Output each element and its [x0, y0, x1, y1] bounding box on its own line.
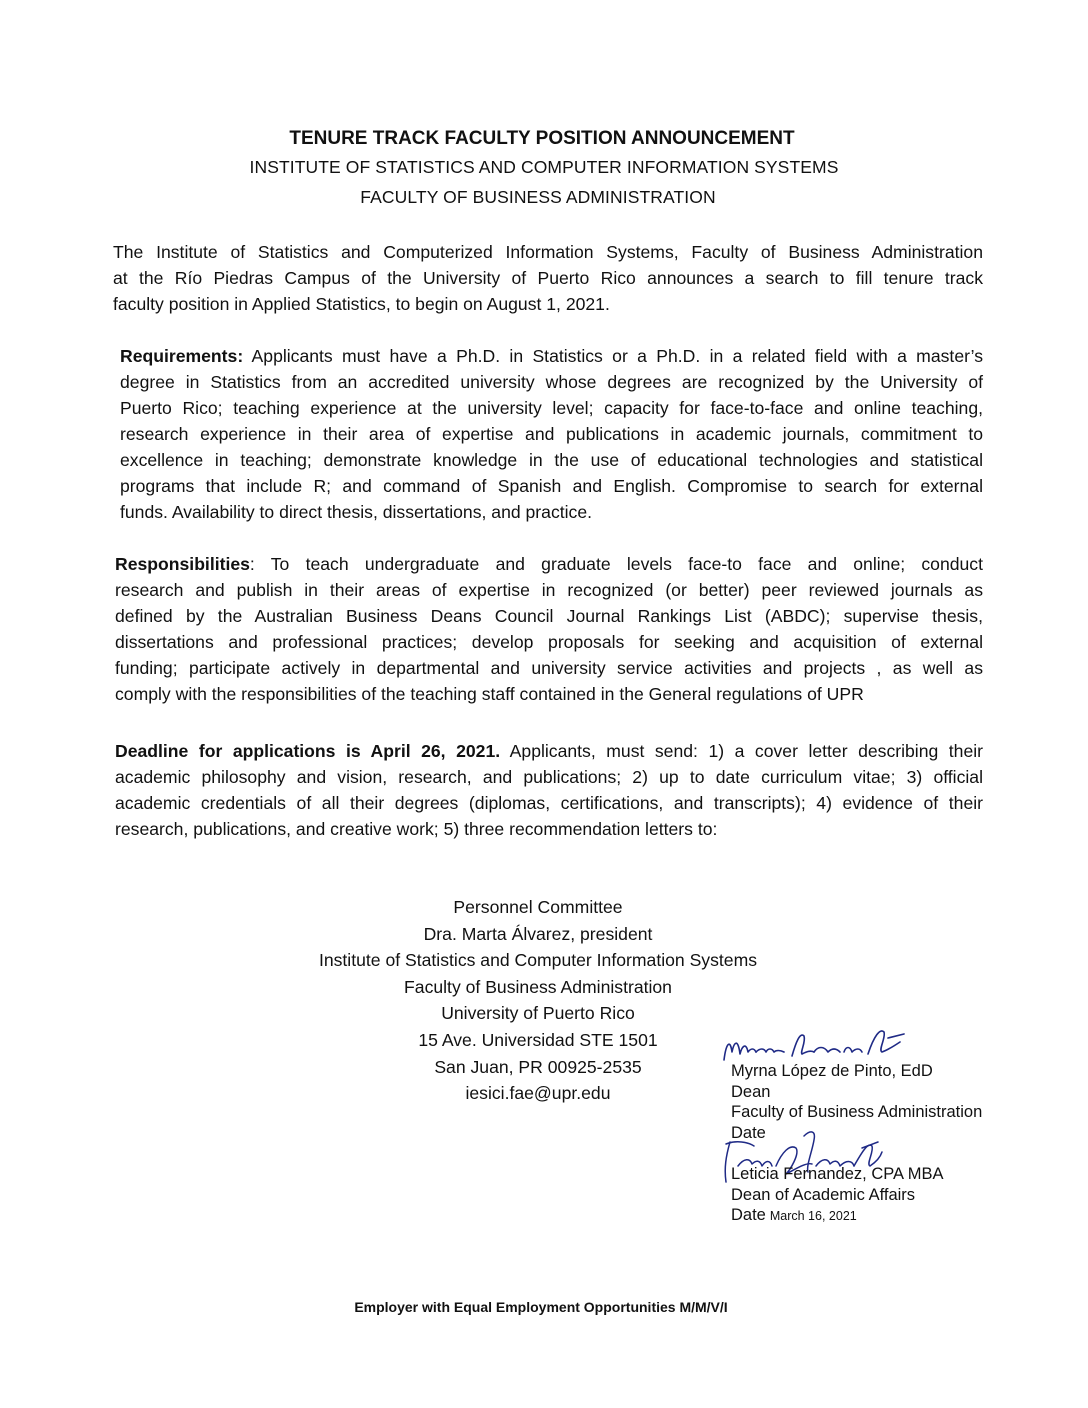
requirements-line: degree in Statistics from an accredited university whose degrees are recognized by the University of — [120, 372, 983, 392]
address-faculty: Faculty of Business Administration — [404, 976, 672, 997]
deadline-label: Deadline for applications is April 26, 2021. — [115, 741, 501, 761]
address-street: 15 Ave. Universidad STE 1501 — [418, 1029, 658, 1050]
responsibilities-line: research and publish in their areas of expertise in recognized (or better) peer reviewed journals as — [115, 580, 983, 600]
signer-dean-date-label: Date — [731, 1123, 766, 1142]
responsibilities-line — [115, 551, 983, 577]
signer-academic-dean-name: Leticia Fernandez, CPA MBA — [731, 1165, 944, 1183]
signer-academic-dean-role: Dean of Academic Affairs — [731, 1185, 916, 1204]
signer-academic-dean-date — [731, 1205, 943, 1227]
requirements-line: funds. Availability to direct thesis, dissertations, and practice. — [120, 502, 593, 522]
requirements-line — [120, 343, 983, 369]
responsibilities-text: : To teach undergraduate and graduate levels face-to face and online; conduct — [249, 554, 983, 574]
requirements-text: Applicants must have a Ph.D. in Statistics or a Ph.D. in a related field with a master’s — [243, 346, 983, 366]
address-city: San Juan, PR 00925-2535 — [434, 1056, 642, 1077]
deadline-line: academic philosophy and vision, research, and publications; 2) up to date curriculum vitae; 3) official — [115, 767, 983, 787]
deadline-paragraph — [115, 738, 983, 842]
deadline-line: research, publications, and creative work; 5) three recommendation letters to: — [115, 819, 718, 839]
responsibilities-line: dissertations and professional practices; develop proposals for seeking and acquisition of external — [115, 632, 983, 652]
responsibilities-line: funding; participate actively in departmental and university service activities and projects , as well as — [115, 658, 983, 678]
intro-line: faculty position in Applied Statistics, to begin on August 1, 2021. — [113, 294, 610, 314]
deadline-line: academic credentials of all their degrees (diplomas, certifications, and transcripts); 4) evidence of their — [115, 793, 983, 813]
address-email: iesici.fae@upr.edu — [465, 1083, 611, 1104]
intro-paragraph — [113, 239, 983, 317]
responsibilities-line: defined by the Australian Business Deans Council Journal Rankings List (ABDC); supervise thesis, — [115, 606, 983, 626]
responsibilities-paragraph — [115, 551, 983, 707]
signer-dean-unit: Faculty of Business Administration — [731, 1103, 983, 1122]
equal-opportunity-footer: Employer with Equal Employment Opportunities M/M/V/I — [354, 1299, 728, 1315]
responsibilities-line: comply with the responsibilities of the teaching staff contained in the General regulations of UPR — [115, 684, 864, 704]
requirements-paragraph — [120, 343, 983, 525]
faculty-subtitle: FACULTY OF BUSINESS ADMINISTRATION — [360, 187, 716, 207]
signer-academic-dean — [731, 1164, 943, 1227]
requirements-line: excellence in teaching; demonstrate knowledge in the use of educational technologies and statistical — [120, 450, 983, 470]
address-university: University of Puerto Rico — [441, 1003, 635, 1024]
address-president: Dra. Marta Álvarez, president — [423, 923, 653, 944]
document-title: TENURE TRACK FACULTY POSITION ANNOUNCEMENT — [289, 128, 795, 149]
date-value: March 16, 2021 — [769, 1209, 857, 1224]
requirements-label: Requirements: — [120, 346, 244, 366]
requirements-line: research experience in their area of expertise and publications in academic journals, commitment to — [120, 424, 983, 444]
intro-line: The Institute of Statistics and Computerized Information Systems, Faculty of Business Administration — [113, 242, 983, 262]
responsibilities-label: Responsibilities — [115, 554, 250, 574]
address-committee: Personnel Committee — [453, 897, 623, 917]
institute-subtitle: INSTITUTE OF STATISTICS AND COMPUTER INFORMATION SYSTEMS — [249, 157, 839, 177]
intro-line: at the Río Piedras Campus of the University of Puerto Rico announces a search to fill tenure track — [113, 268, 983, 288]
deadline-line — [115, 738, 983, 764]
requirements-line: programs that include R; and command of Spanish and English. Compromise to search for external — [120, 476, 983, 496]
date-label: Date — [731, 1206, 766, 1225]
deadline-text: Applicants, must send: 1) a cover letter describing their — [500, 741, 984, 761]
signer-dean-role: Dean — [731, 1082, 771, 1101]
address-institute: Institute of Statistics and Computer Information Systems — [318, 950, 758, 971]
requirements-line: Puerto Rico; teaching experience at the university level; capacity for face-to-face and online teaching, — [120, 398, 983, 418]
signer-dean-name: Myrna López de Pinto, EdD — [731, 1062, 933, 1080]
